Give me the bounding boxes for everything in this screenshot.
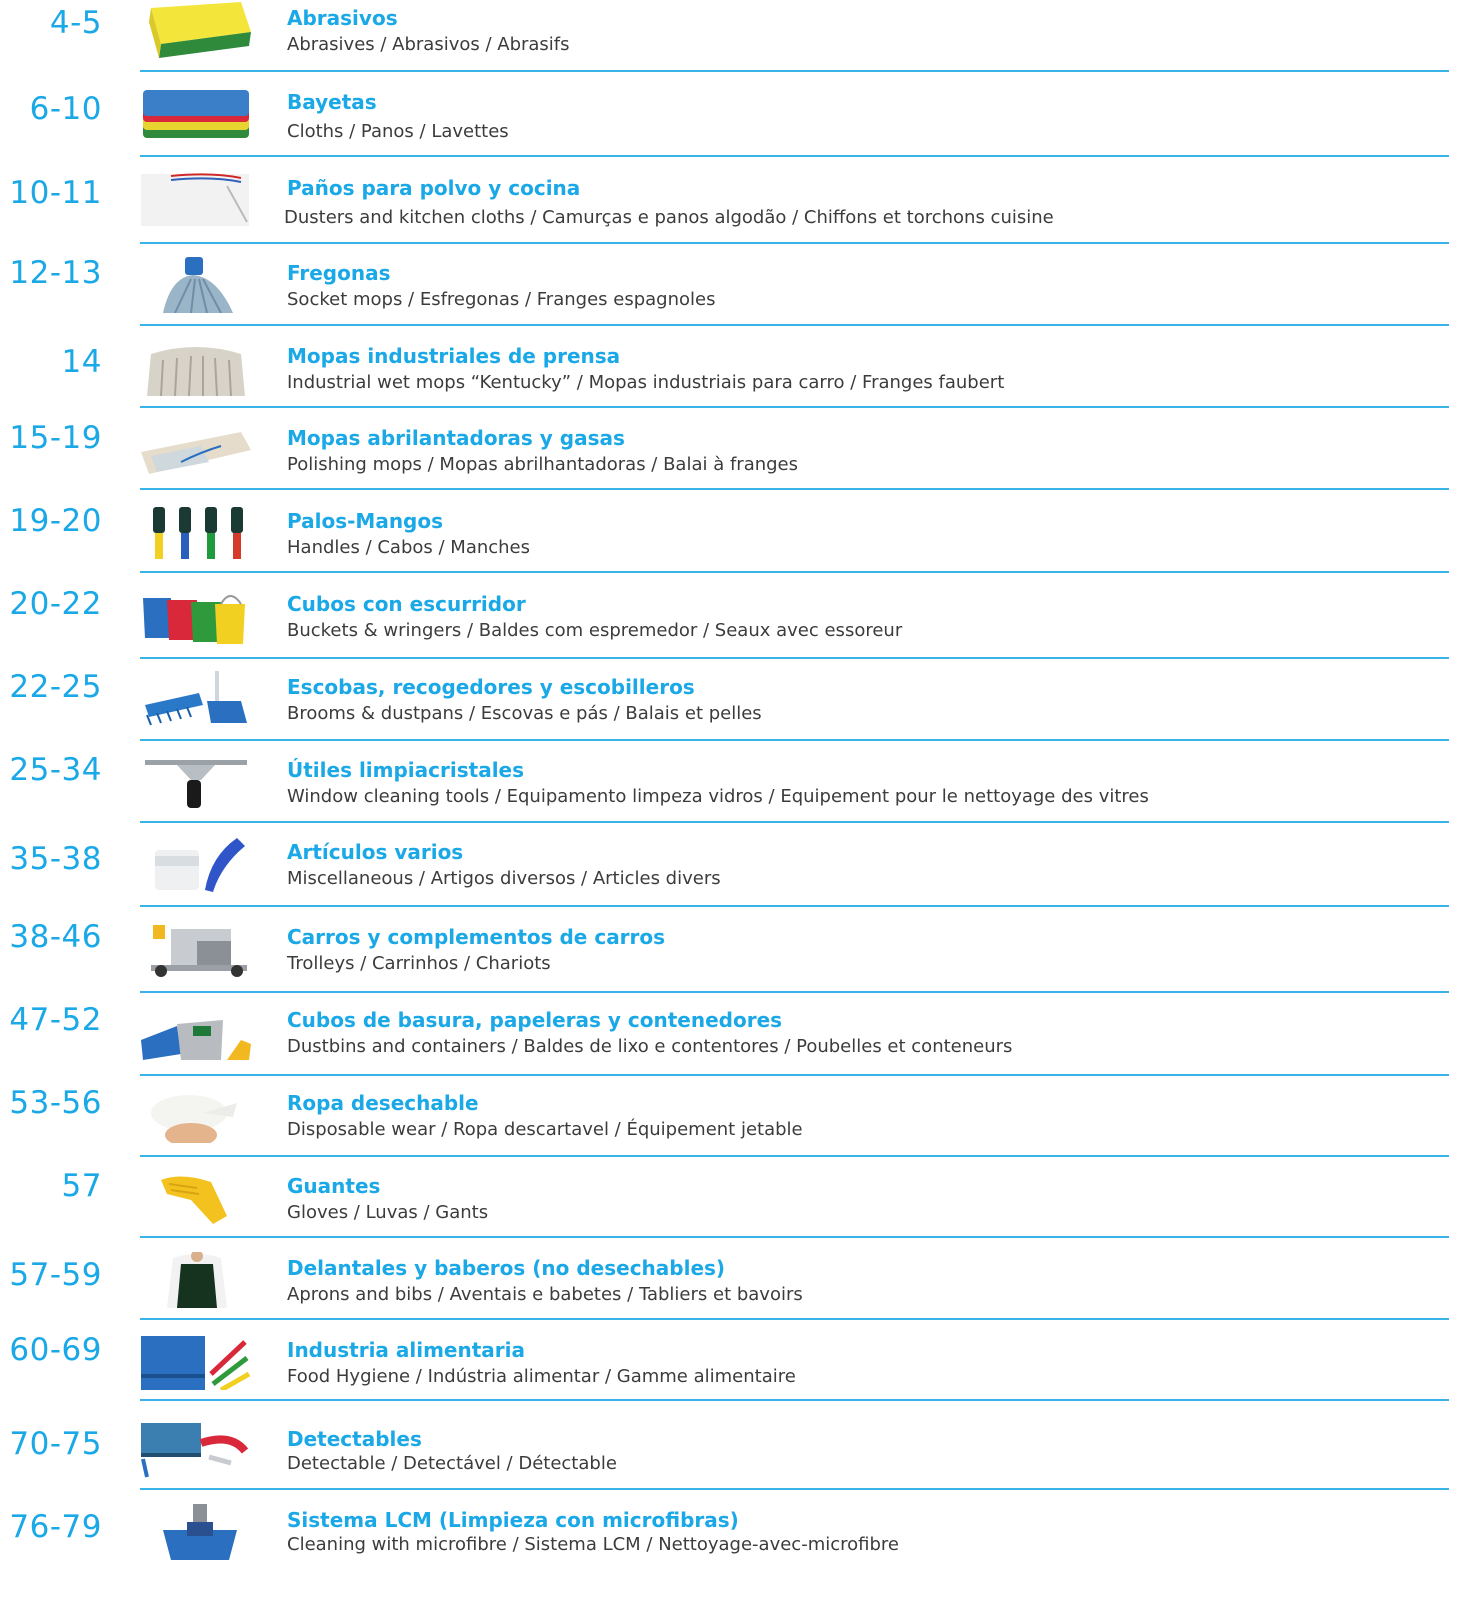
entry-title: Bayetas — [287, 90, 377, 114]
toc-entry-fregonas[interactable] — [0, 255, 1467, 339]
divider — [140, 905, 1449, 907]
entry-subtitle: Brooms & dustpans / Escovas e pás / Balais et pelles — [287, 703, 762, 724]
entry-title: Fregonas — [287, 261, 391, 285]
toc-entry-mopas-prensa[interactable] — [0, 338, 1467, 422]
divider — [140, 1399, 1449, 1401]
page-range: 47-52 — [9, 1002, 102, 1038]
page-range: 60-69 — [9, 1332, 102, 1368]
entry-title: Detectables — [287, 1427, 422, 1451]
entry-subtitle: Dustbins and containers / Baldes de lixo e contentores / Poubelles et conteneurs — [287, 1036, 1013, 1057]
entry-subtitle: Buckets & wringers / Baldes com espremedor / Seaux avec essoreur — [287, 620, 903, 641]
page-range: 4-5 — [49, 5, 102, 41]
entry-title: Industria alimentaria — [287, 1338, 525, 1362]
divider — [140, 739, 1449, 741]
entry-subtitle: Industrial wet mops “Kentucky” / Mopas industriais para carro / Franges faubert — [287, 372, 1005, 393]
divider — [140, 324, 1449, 326]
divider — [140, 657, 1449, 659]
entry-title: Mopas industriales de prensa — [287, 344, 621, 368]
entry-subtitle: Handles / Cabos / Manches — [287, 537, 531, 558]
entry-title: Abrasivos — [287, 6, 398, 30]
divider — [140, 821, 1449, 823]
page-range: 76-79 — [9, 1509, 102, 1545]
buckets-icon — [141, 588, 251, 644]
trolley-icon — [141, 921, 251, 977]
entry-subtitle: Food Hygiene / Indústria alimentar / Gamme alimentaire — [287, 1366, 796, 1387]
toc-entry-sistema-lcm[interactable] — [0, 1502, 1467, 1586]
page-range: 19-20 — [9, 503, 102, 539]
handles-icon — [141, 505, 251, 561]
page-range: 57-59 — [9, 1257, 102, 1293]
divider — [140, 488, 1449, 490]
entry-title: Cubos de basura, papeleras y contenedores — [287, 1008, 783, 1032]
entry-title: Ropa desechable — [287, 1091, 479, 1115]
page-range: 6-10 — [29, 91, 102, 127]
disposable-cap-icon — [141, 1087, 251, 1143]
food-hygiene-brush-icon — [141, 1334, 251, 1390]
page-range: 20-22 — [9, 586, 102, 622]
entry-title: Delantales y baberos (no desechables) — [287, 1256, 726, 1280]
page-range: 70-75 — [9, 1426, 102, 1462]
entry-subtitle: Disposable wear / Ropa descartavel / Équipement jetable — [287, 1119, 803, 1140]
page-range: 38-46 — [9, 919, 102, 955]
entry-title: Útiles limpiacristales — [287, 758, 525, 782]
divider — [140, 1155, 1449, 1157]
toc-entry-mopas-abrilantadoras[interactable] — [0, 420, 1467, 504]
entry-subtitle: Gloves / Luvas / Gants — [287, 1202, 489, 1223]
cloths-icon — [141, 86, 251, 142]
page-range: 53-56 — [9, 1085, 102, 1121]
entry-subtitle: Socket mops / Esfregonas / Franges espagnoles — [287, 289, 716, 310]
squeegee-icon — [141, 754, 251, 810]
entry-subtitle: Aprons and bibs / Aventais e babetes / Tabliers et bavoirs — [287, 1284, 803, 1305]
divider — [140, 1236, 1449, 1238]
page-range: 25-34 — [9, 752, 102, 788]
divider — [140, 242, 1449, 244]
page-range: 12-13 — [9, 255, 102, 291]
entry-subtitle: Polishing mops / Mopas abrilhantadoras / Balai à franges — [287, 454, 799, 475]
toc-entry-limpiacristales[interactable] — [0, 752, 1467, 836]
wet-mop-icon — [141, 340, 251, 396]
detectable-brush-icon — [141, 1423, 251, 1479]
entry-title: Artículos varios — [287, 840, 464, 864]
entry-subtitle: Abrasives / Abrasivos / Abrasifs — [287, 34, 570, 55]
divider — [140, 1074, 1449, 1076]
divider — [140, 155, 1449, 157]
apron-icon — [141, 1252, 251, 1308]
broom-dustpan-icon — [141, 671, 251, 727]
toc-entry-industria-alimentaria[interactable] — [0, 1332, 1467, 1416]
page-range: 57 — [61, 1168, 102, 1204]
page-range: 35-38 — [9, 841, 102, 877]
polishing-mop-icon — [141, 422, 251, 478]
kitchen-cloth-icon — [141, 172, 251, 228]
page-range: 10-11 — [9, 175, 102, 211]
entry-subtitle: Cloths / Panos / Lavettes — [287, 121, 509, 142]
divider — [140, 70, 1449, 72]
entry-subtitle: Trolleys / Carrinhos / Chariots — [287, 953, 551, 974]
dustbin-icon — [141, 1004, 251, 1060]
glove-icon — [141, 1170, 251, 1226]
entry-title: Paños para polvo y cocina — [287, 176, 581, 200]
entry-subtitle: Cleaning with microfibre / Sistema LCM / Nettoyage-avec-microfibre — [287, 1534, 899, 1555]
entry-title: Sistema LCM (Limpieza con microfibras) — [287, 1508, 739, 1532]
divider — [140, 1318, 1449, 1320]
entry-subtitle: Dusters and kitchen cloths / Camurças e panos algodão / Chiffons et torchons cuisine — [284, 207, 1054, 228]
entry-title: Carros y complementos de carros — [287, 925, 666, 949]
entry-subtitle: Miscellaneous / Artigos diversos / Articles divers — [287, 868, 721, 889]
microfibre-bucket-icon — [141, 1504, 251, 1560]
divider — [140, 991, 1449, 993]
page-range: 22-25 — [9, 669, 102, 705]
entry-title: Palos-Mangos — [287, 509, 444, 533]
entry-subtitle: Detectable / Detectável / Détectable — [287, 1453, 617, 1474]
socket-mop-icon — [141, 257, 251, 313]
toc-entry-detectables[interactable] — [0, 1421, 1467, 1505]
scouring-pad-icon — [141, 2, 251, 58]
page-range: 15-19 — [9, 420, 102, 456]
divider — [140, 406, 1449, 408]
entry-title: Mopas abrilantadoras y gasas — [287, 426, 625, 450]
divider — [140, 1488, 1449, 1490]
entry-title: Guantes — [287, 1174, 381, 1198]
toc-entry-delantales[interactable] — [0, 1250, 1467, 1334]
divider — [140, 571, 1449, 573]
entry-title: Escobas, recogedores y escobilleros — [287, 675, 695, 699]
entry-title: Cubos con escurridor — [287, 592, 526, 616]
toc-entry-guantes[interactable] — [0, 1168, 1467, 1252]
miscellaneous-icon — [141, 836, 251, 892]
page-range: 14 — [61, 344, 102, 380]
toc-entry-palos-mangos[interactable] — [0, 503, 1467, 587]
entry-subtitle: Window cleaning tools / Equipamento limpeza vidros / Equipement pour le nettoyage des vitres — [287, 786, 1149, 807]
